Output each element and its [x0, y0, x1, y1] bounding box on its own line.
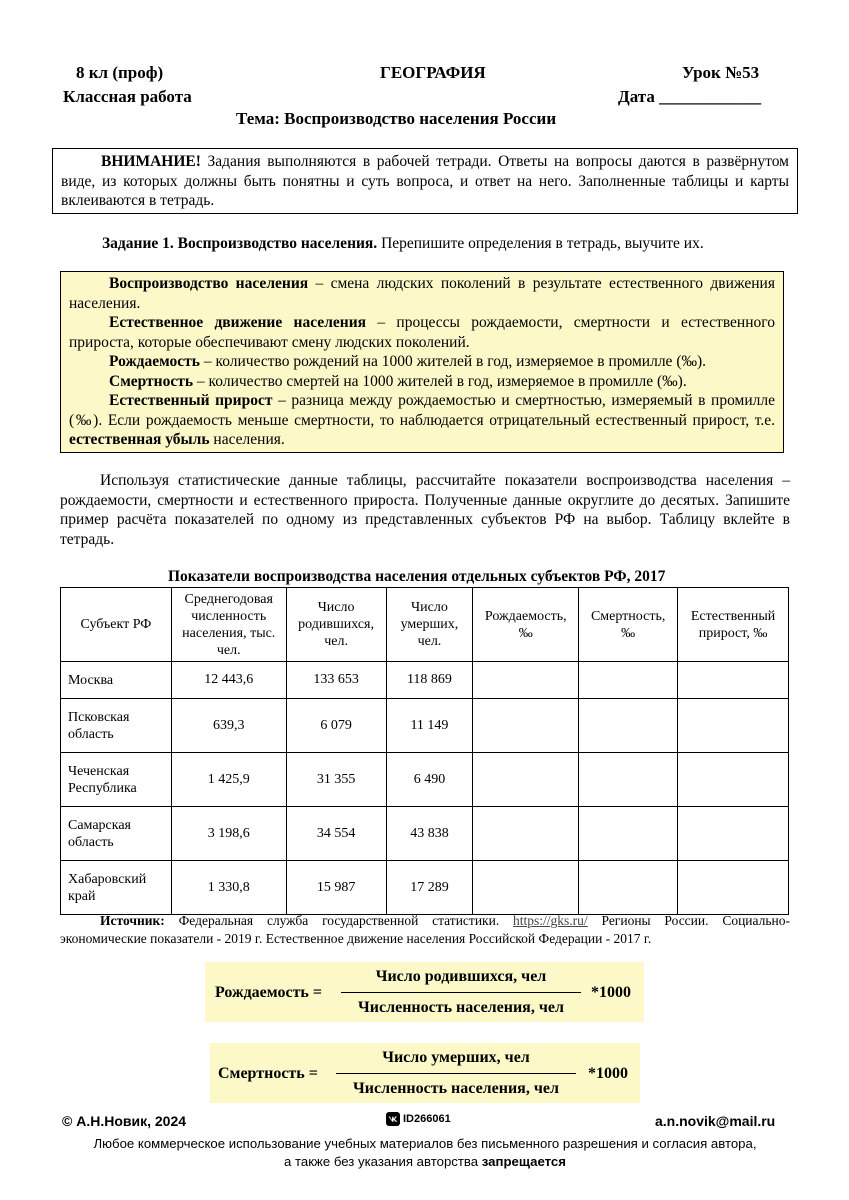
definition-text: – количество рождений на 1000 жителей в год, измеряемое в промилле (‰).	[199, 353, 707, 370]
deaths-cell: 118 869	[386, 662, 473, 699]
definition-item	[69, 313, 775, 352]
birth-rate-formula	[205, 962, 644, 1022]
column-header: Рождаемость, ‰	[473, 588, 579, 662]
definition-text: – смена людских поколений в результате естественного движения населения.	[69, 275, 775, 312]
natural-growth-cell[interactable]	[678, 807, 789, 861]
vk-badge	[386, 1112, 451, 1126]
column-header: Число родившихся, чел.	[286, 588, 386, 662]
definition-text: населения.	[209, 431, 285, 448]
region-name: Псковская область	[61, 699, 172, 753]
column-header: Естественный прирост, ‰	[678, 588, 789, 662]
region-name: Чеченская Республика	[61, 753, 172, 807]
definition-text: – процессы рождаемости, смертности и естественного прироста, которые обеспечивают смену людских поколений.	[69, 314, 775, 351]
task-heading	[102, 234, 704, 254]
source-text: Регионы России. Социально-экономические показатели - 2019 г. Естественное движение населения Российской Федерации - 2017 г.	[60, 913, 790, 946]
definition-term: Воспроизводство населения	[109, 275, 309, 292]
formula-multiplier: *1000	[588, 1065, 628, 1082]
definition-term-inline: естественная убыль	[69, 431, 210, 448]
definition-term: Естественный прирост	[109, 392, 273, 409]
column-header: Субъект РФ	[61, 588, 172, 662]
source-link[interactable]: https://gks.ru/	[513, 913, 588, 928]
lesson-number: Урок №53	[682, 63, 760, 82]
stats-table	[60, 587, 789, 915]
formula-denominator: Численность населения, чел	[353, 1080, 559, 1097]
definition-item	[69, 352, 775, 372]
definition-term: Естественное движение населения	[109, 314, 367, 331]
births-cell: 15 987	[286, 861, 386, 915]
attention-box	[52, 148, 798, 214]
deaths-cell: 11 149	[386, 699, 473, 753]
region-name: Москва	[61, 662, 172, 699]
instructions-text: Используя статистические данные таблицы, рассчитайте показатели воспроизводства населения – рождаемости, смертности и естественного прироста. Полученные данные округлите до десятых. Запишите пример расчёта показателей по одному из представленных субъектов РФ на выбор. Таблицу вклейте в тетрадь.	[60, 472, 790, 548]
table-row	[61, 861, 789, 915]
column-header: Число умерших, чел.	[386, 588, 473, 662]
birth-rate-cell[interactable]	[473, 861, 579, 915]
formula-multiplier: *1000	[591, 984, 631, 1001]
table-row	[61, 753, 789, 807]
births-cell: 31 355	[286, 753, 386, 807]
death-rate-cell[interactable]	[579, 807, 678, 861]
table-row	[61, 699, 789, 753]
region-name: Хабаровский край	[61, 861, 172, 915]
fraction-line	[336, 1073, 576, 1074]
deaths-cell: 6 490	[386, 753, 473, 807]
natural-growth-cell[interactable]	[678, 753, 789, 807]
formula-numerator: Число умерших, чел	[382, 1049, 530, 1066]
table-row	[61, 807, 789, 861]
author-copyright: © А.Н.Новик, 2024	[62, 1113, 187, 1129]
author-email[interactable]: a.n.novik@mail.ru	[655, 1113, 776, 1129]
population-cell: 12 443,6	[171, 662, 286, 699]
births-cell: 133 653	[286, 662, 386, 699]
definition-item	[69, 274, 775, 313]
birth-rate-cell[interactable]	[473, 753, 579, 807]
death-rate-cell[interactable]	[579, 861, 678, 915]
death-rate-cell[interactable]	[579, 753, 678, 807]
attention-text: Задания выполняются в рабочей тетради. Ответы на вопросы даются в развёрнутом виде, из которых должны быть понятны и суть вопроса, и ответ на него. Заполненные таблицы и карты вклеиваются в тетрадь.	[61, 153, 789, 209]
attention-label: ВНИМАНИЕ!	[101, 153, 201, 170]
source-note	[60, 912, 790, 948]
death-rate-formula	[210, 1043, 640, 1103]
formula-numerator: Число родившихся, чел	[375, 968, 547, 985]
formula-label: Смертность =	[218, 1065, 318, 1082]
births-cell: 6 079	[286, 699, 386, 753]
vk-icon	[386, 1112, 400, 1126]
task-text: Перепишите определения в тетрадь, выучите их.	[377, 235, 704, 252]
column-header: Среднегодовая численность населения, тыс. чел.	[171, 588, 286, 662]
deaths-cell: 43 838	[386, 807, 473, 861]
table-header-row	[61, 588, 789, 662]
grade-label: 8 кл (проф)	[76, 63, 164, 82]
definition-term: Смертность	[109, 372, 194, 390]
notice-emphasis: запрещается	[481, 1154, 566, 1169]
copyright-notice	[60, 1135, 790, 1171]
source-label: Источник:	[100, 913, 165, 928]
work-type-label: Классная работа	[63, 87, 192, 106]
fraction-line	[341, 992, 581, 993]
formula-label: Рождаемость =	[215, 984, 322, 1001]
date-field: Дата ____________	[618, 87, 762, 106]
definition-text: – количество смертей на 1000 жителей в год, измеряемое в промилле (‰).	[193, 372, 687, 390]
death-rate-cell[interactable]	[579, 699, 678, 753]
death-rate-cell[interactable]	[579, 662, 678, 699]
vk-id: ID266061	[403, 1113, 451, 1125]
birth-rate-cell[interactable]	[473, 699, 579, 753]
notice-line: Любое коммерческое использование учебных материалов без письменного разрешения и согласия автора,	[93, 1136, 757, 1151]
birth-rate-cell[interactable]	[473, 807, 579, 861]
column-header: Смертность, ‰	[579, 588, 678, 662]
notice-text: а также без указания авторства	[284, 1154, 482, 1169]
natural-growth-cell[interactable]	[678, 861, 789, 915]
definition-item	[69, 372, 775, 392]
instructions	[60, 471, 790, 549]
population-cell: 3 198,6	[171, 807, 286, 861]
formula-denominator: Численность населения, чел	[358, 999, 564, 1016]
task-title: Задание 1. Воспроизводство населения.	[102, 235, 378, 252]
population-cell: 1 330,8	[171, 861, 286, 915]
notice-line	[60, 1153, 790, 1171]
deaths-cell: 17 289	[386, 861, 473, 915]
births-cell: 34 554	[286, 807, 386, 861]
table-row	[61, 662, 789, 699]
definitions-box	[60, 271, 784, 453]
natural-growth-cell[interactable]	[678, 662, 789, 699]
population-cell: 1 425,9	[171, 753, 286, 807]
page-title: Тема: Воспроизводство населения России	[236, 109, 557, 128]
subject-title: ГЕОГРАФИЯ	[380, 63, 486, 82]
definition-text: – разница между рождаемостью и смертностью, измеряемый в промилле (‰). Если рождаемость меньше смертности, то наблюдается отрицательный естественный прирост, т.е.	[69, 392, 775, 429]
natural-growth-cell[interactable]	[678, 699, 789, 753]
definition-item	[69, 391, 775, 450]
birth-rate-cell[interactable]	[473, 662, 579, 699]
source-text: Федеральная служба государственной статистики.	[164, 913, 514, 928]
table-title: Показатели воспроизводства населения отдельных субъектов РФ, 2017	[168, 568, 666, 585]
region-name: Самарская область	[61, 807, 172, 861]
definition-term: Рождаемость	[109, 353, 200, 370]
population-cell: 639,3	[171, 699, 286, 753]
